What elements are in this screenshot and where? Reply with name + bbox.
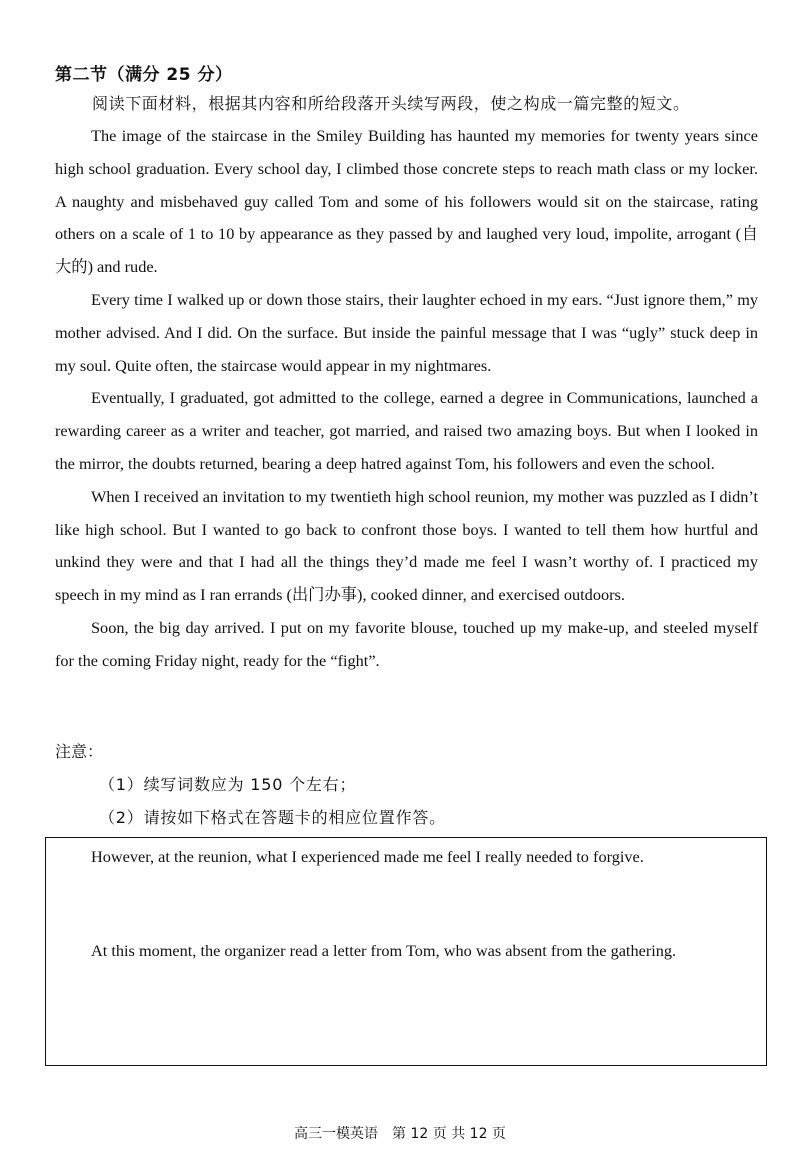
reading-passage bbox=[55, 120, 758, 678]
section-instruction: 阅读下面材料，根据其内容和所给段落开头续写两段，使之构成一篇完整的短文。 bbox=[92, 94, 690, 113]
page-footer: 高三一模英语 第 12 页 共 12 页 bbox=[294, 1126, 506, 1142]
passage-paragraph-5: Soon, the big day arrived. I put on my favorite blouse, touched up my make-up, and steeled myself for the coming Friday night, ready for the “fight”. bbox=[55, 617, 758, 670]
answer-box bbox=[45, 837, 767, 1066]
note-item-format: （2）请按如下格式在答题卡的相应位置作答。 bbox=[99, 808, 446, 827]
passage-paragraph-2: Every time I walked up or down those stairs, their laughter echoed in my ears. “Just ignore them,” my mother advised. And I did. On the surface. But inside the painful message that I was “ugly” stuck deep in my soul. Quite often, the staircase would appear in my nightmares. bbox=[55, 289, 758, 375]
section-title: 第二节（满分 25 分） bbox=[55, 65, 233, 85]
notes-label: 注意： bbox=[55, 742, 104, 761]
continuation-opening-1: However, at the reunion, what I experienced made me feel I really needed to forgive. bbox=[91, 847, 644, 866]
passage-paragraph-3: Eventually, I graduated, got admitted to the college, earned a degree in Communications, launched a rewarding career as a writer and teacher, got married, and raised two amazing boys. But when I looked in the mirror, the doubts returned, bearing a deep hatred against Tom, his followers and even the school. bbox=[55, 388, 758, 473]
passage-paragraph-4: When I received an invitation to my twentieth high school reunion, my mother was puzzled as I didn’t like high school. But I wanted to go back to confront those boys. I wanted to tell them how hurtful and unkind they were and that I had all the things they’d made me feel I wasn’t worthy of. I practiced my speech in my mind as I ran errands (出门办事), cooked dinner, and exercised outdoors. bbox=[55, 486, 758, 605]
note-item-word-count: （1）续写词数应为 150 个左右； bbox=[99, 775, 357, 794]
continuation-opening-2: At this moment, the organizer read a letter from Tom, who was absent from the gathering. bbox=[91, 941, 677, 960]
passage-paragraph-1: The image of the staircase in the Smiley Building has haunted my memories for twenty years since high school graduation. Every school day, I climbed those concrete steps to reach math class or my locker. A naughty and misbehaved guy called Tom and some of his followers would sit on the staircase, rating others on a scale of 1 to 10 by appearance as they passed by and laughed very loud, impolite, arrogant (自大的) and rude. bbox=[55, 126, 758, 277]
